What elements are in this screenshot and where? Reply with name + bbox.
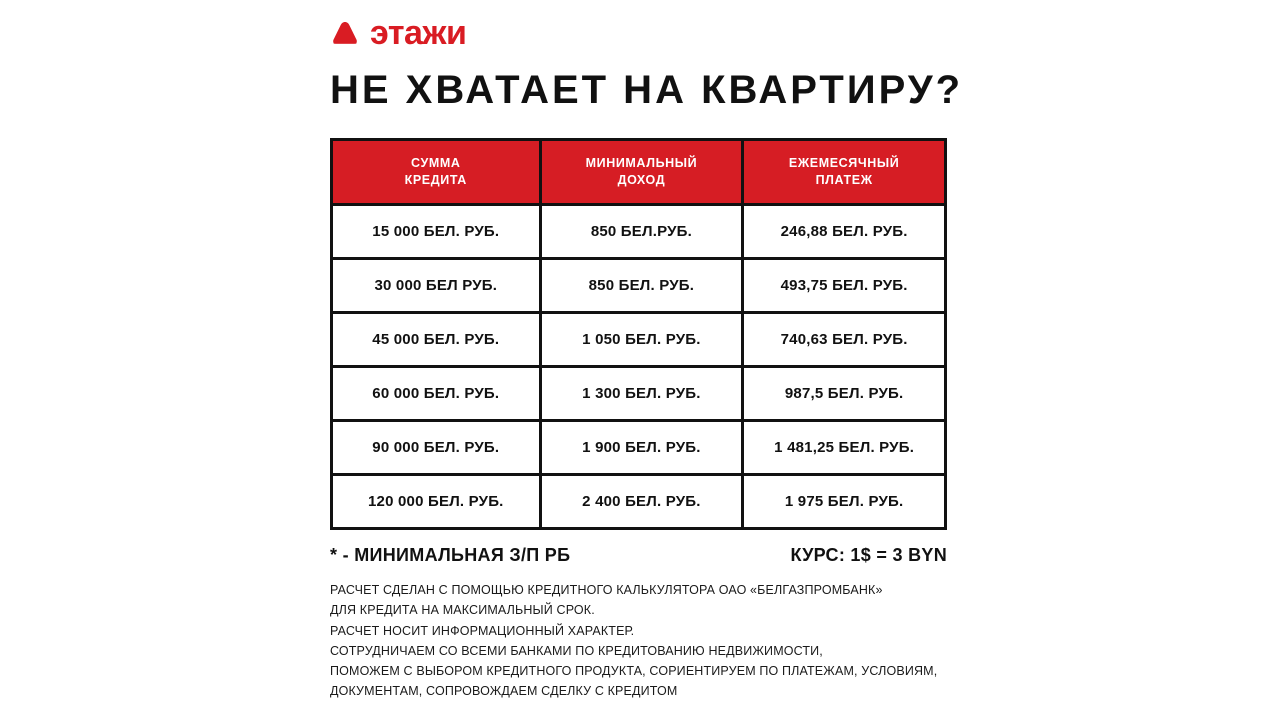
column-header-loan-amount bbox=[333, 141, 540, 204]
cell-monthly-payment: 987,5 БЕЛ. РУБ. bbox=[743, 366, 944, 420]
table-row bbox=[333, 420, 944, 474]
brand-name: этажи bbox=[370, 14, 467, 52]
credit-table bbox=[330, 138, 947, 530]
table-row bbox=[333, 312, 944, 366]
note-min-salary: * - МИНИМАЛЬНАЯ З/П РБ bbox=[330, 545, 571, 565]
cell-monthly-payment: 740,63 БЕЛ. РУБ. bbox=[743, 312, 944, 366]
brand-logo bbox=[330, 16, 466, 50]
page-title: НЕ ХВАТАЕТ НА КВАРТИРУ? bbox=[330, 68, 964, 112]
table-header-row bbox=[333, 141, 944, 204]
disclaimer-line: ДОКУМЕНТАМ, СОПРОВОЖДАЕМ СДЕЛКУ С КРЕДИТОМ bbox=[330, 684, 678, 699]
header-line-2: ПЛАТЕЖ bbox=[815, 172, 873, 187]
cell-min-income: 1 050 БЕЛ. РУБ. bbox=[540, 312, 743, 366]
cell-monthly-payment: 493,75 БЕЛ. РУБ. bbox=[743, 258, 944, 312]
notes-row bbox=[330, 545, 947, 566]
cell-min-income: 1 300 БЕЛ. РУБ. bbox=[540, 366, 743, 420]
house-roof-icon bbox=[330, 20, 360, 46]
disclaimer-line: СОТРУДНИЧАЕМ СО ВСЕМИ БАНКАМИ ПО КРЕДИТОВАНИЮ НЕДВИЖИМОСТИ, bbox=[330, 643, 823, 658]
cell-monthly-payment: 1 975 БЕЛ. РУБ. bbox=[784, 492, 904, 510]
cell-min-income: 850 БЕЛ.РУБ. bbox=[540, 204, 743, 258]
disclaimer-line: ПОМОЖЕМ С ВЫБОРОМ КРЕДИТНОГО ПРОДУКТА, СОРИЕНТИРУЕМ ПО ПЛАТЕЖАМ, УСЛОВИЯМ, bbox=[330, 664, 938, 678]
disclaimer-line: РАСЧЕТ НОСИТ ИНФОРМАЦИОННЫЙ ХАРАКТЕР. bbox=[330, 623, 635, 638]
table-row bbox=[333, 258, 944, 312]
cell-monthly-payment: 246,88 БЕЛ. РУБ. bbox=[743, 204, 944, 258]
cell-loan-amount: 60 000 БЕЛ. РУБ. bbox=[333, 366, 540, 420]
header-line-2: ДОХОД bbox=[617, 172, 666, 187]
cell-loan-amount: 15 000 БЕЛ. РУБ. bbox=[333, 204, 540, 258]
disclaimer-line: РАСЧЕТ СДЕЛАН С ПОМОЩЬЮ КРЕДИТНОГО КАЛЬКУЛЯТОРА ОАО «БЕЛГАЗПРОМБАНК» bbox=[330, 583, 883, 597]
header-line-1: МИНИМАЛЬНЫЙ bbox=[585, 156, 698, 170]
cell-loan-amount: 30 000 БЕЛ РУБ. bbox=[333, 258, 540, 312]
column-header-min-income bbox=[540, 141, 743, 204]
cell-loan-amount: 90 000 БЕЛ. РУБ. bbox=[333, 420, 540, 474]
header-line-1: СУММА bbox=[411, 156, 461, 170]
cell-min-income: 2 400 БЕЛ. РУБ. bbox=[540, 474, 743, 527]
table-row bbox=[333, 204, 944, 258]
cell-monthly-payment: 1 481,25 БЕЛ. РУБ. bbox=[743, 420, 944, 474]
note-exchange-rate: КУРС: 1$ = 3 BYN bbox=[790, 545, 947, 565]
cell-loan-amount: 120 000 БЕЛ. РУБ. bbox=[333, 474, 540, 527]
column-header-monthly-payment bbox=[743, 141, 944, 204]
header-line-2: КРЕДИТА bbox=[404, 172, 467, 187]
cell-min-income: 850 БЕЛ. РУБ. bbox=[540, 258, 743, 312]
disclaimer-line: ДЛЯ КРЕДИТА НА МАКСИМАЛЬНЫЙ СРОК. bbox=[330, 603, 595, 618]
table-row bbox=[333, 366, 944, 420]
table-row bbox=[333, 474, 944, 527]
header-line-1: ЕЖЕМЕСЯЧНЫЙ bbox=[788, 156, 900, 170]
disclaimer-text bbox=[330, 580, 970, 702]
cell-min-income: 1 900 БЕЛ. РУБ. bbox=[540, 420, 743, 474]
cell-loan-amount: 45 000 БЕЛ. РУБ. bbox=[333, 312, 540, 366]
